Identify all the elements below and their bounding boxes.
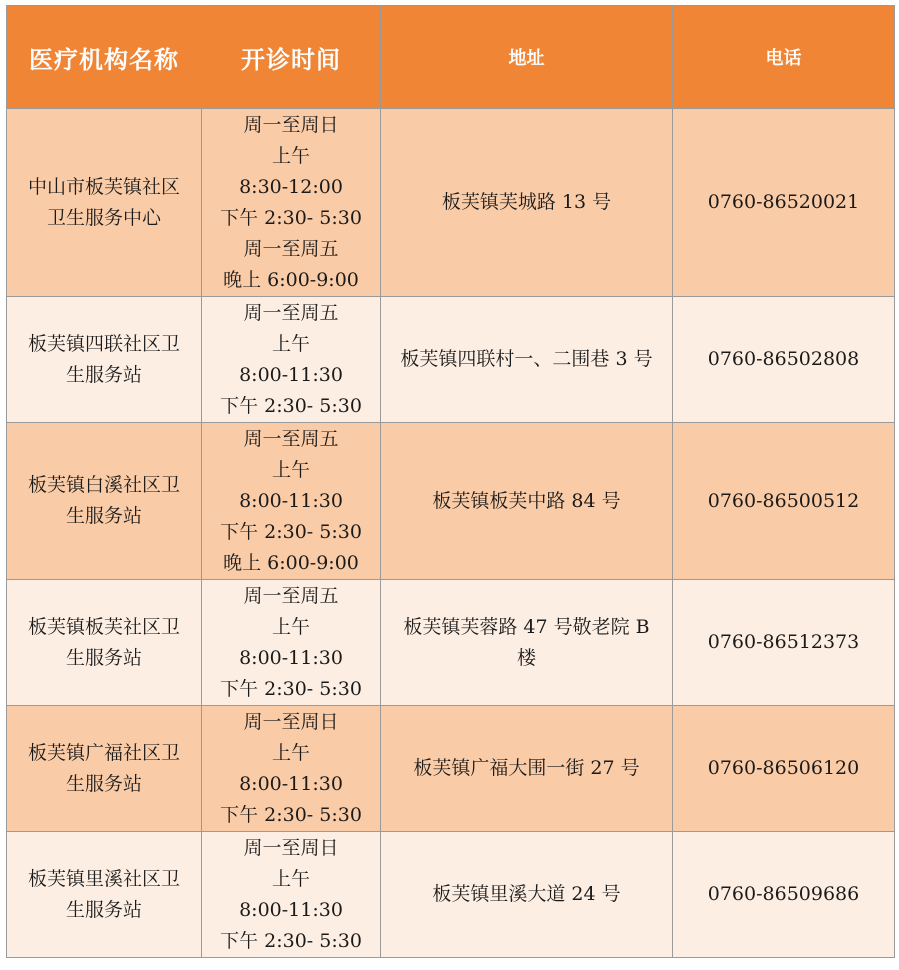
hours-line: 周一至周五	[243, 584, 339, 607]
hours-line: 晚上 6:00-9:00	[223, 268, 359, 291]
hours-line: 晚上 6:00-9:00	[223, 551, 359, 574]
hours-line: 8:00-11:30	[239, 646, 343, 669]
clinic-phone-cell: 0760-86502808	[673, 297, 895, 423]
hours-line: 上午	[271, 332, 310, 355]
clinic-address-cell: 板芙镇芙蓉路 47 号敬老院 B 楼	[381, 580, 673, 706]
clinic-hours-cell	[202, 706, 381, 832]
header-row	[7, 6, 895, 109]
clinic-phone-cell: 0760-86520021	[673, 109, 895, 297]
hours-line: 周一至周五	[243, 301, 339, 324]
clinic-name-cell: 板芙镇板芙社区卫生服务站	[7, 580, 202, 706]
table-row	[7, 297, 895, 423]
hours-line: 下午 2:30- 5:30	[220, 394, 362, 417]
hours-line: 下午 2:30- 5:30	[220, 677, 362, 700]
hours-line: 上午	[271, 741, 310, 764]
clinic-address-cell: 板芙镇板芙中路 84 号	[381, 423, 673, 580]
header-name: 医疗机构名称	[7, 6, 202, 109]
clinic-hours-cell	[202, 580, 381, 706]
hours-line: 周一至周五	[243, 237, 339, 260]
hours-line: 8:00-11:30	[239, 772, 343, 795]
clinic-hours-cell	[202, 832, 381, 958]
header-hours: 开诊时间	[202, 6, 381, 109]
header-phone: 电话	[673, 6, 895, 109]
clinic-address-cell: 板芙镇芙城路 13 号	[381, 109, 673, 297]
hours-line: 上午	[271, 144, 310, 167]
hours-line: 8:30-12:00	[239, 175, 343, 198]
clinic-address-cell: 板芙镇广福大围一街 27 号	[381, 706, 673, 832]
hours-line: 8:00-11:30	[239, 363, 343, 386]
clinic-name-cell: 板芙镇里溪社区卫生服务站	[7, 832, 202, 958]
clinic-address-cell: 板芙镇四联村一、二围巷 3 号	[381, 297, 673, 423]
table-row	[7, 580, 895, 706]
clinic-address-cell: 板芙镇里溪大道 24 号	[381, 832, 673, 958]
clinic-hours-cell	[202, 109, 381, 297]
header-address: 地址	[381, 6, 673, 109]
hours-line: 8:00-11:30	[239, 489, 343, 512]
hours-line: 下午 2:30- 5:30	[220, 206, 362, 229]
hours-line: 上午	[271, 458, 310, 481]
clinic-phone-cell: 0760-86500512	[673, 423, 895, 580]
hours-line: 下午 2:30- 5:30	[220, 803, 362, 826]
hours-line: 8:00-11:30	[239, 898, 343, 921]
table-row	[7, 832, 895, 958]
clinic-name-cell: 中山市板芙镇社区卫生服务中心	[7, 109, 202, 297]
hours-line: 上午	[271, 867, 310, 890]
clinic-table-container	[6, 5, 895, 958]
clinic-phone-cell: 0760-86509686	[673, 832, 895, 958]
table-body	[7, 109, 895, 958]
clinic-phone-cell: 0760-86512373	[673, 580, 895, 706]
table-row	[7, 423, 895, 580]
clinic-table	[6, 5, 895, 958]
clinic-phone-cell: 0760-86506120	[673, 706, 895, 832]
hours-line: 周一至周日	[243, 836, 339, 859]
hours-line: 周一至周日	[243, 113, 339, 136]
hours-line: 上午	[271, 615, 310, 638]
table-header	[7, 6, 895, 109]
clinic-name-cell: 板芙镇广福社区卫生服务站	[7, 706, 202, 832]
table-row	[7, 109, 895, 297]
clinic-hours-cell	[202, 297, 381, 423]
hours-line: 周一至周日	[243, 710, 339, 733]
table-row	[7, 706, 895, 832]
hours-line: 下午 2:30- 5:30	[220, 929, 362, 952]
hours-line: 下午 2:30- 5:30	[220, 520, 362, 543]
hours-line: 周一至周五	[243, 427, 339, 450]
clinic-name-cell: 板芙镇四联社区卫生服务站	[7, 297, 202, 423]
clinic-name-cell: 板芙镇白溪社区卫生服务站	[7, 423, 202, 580]
clinic-hours-cell	[202, 423, 381, 580]
